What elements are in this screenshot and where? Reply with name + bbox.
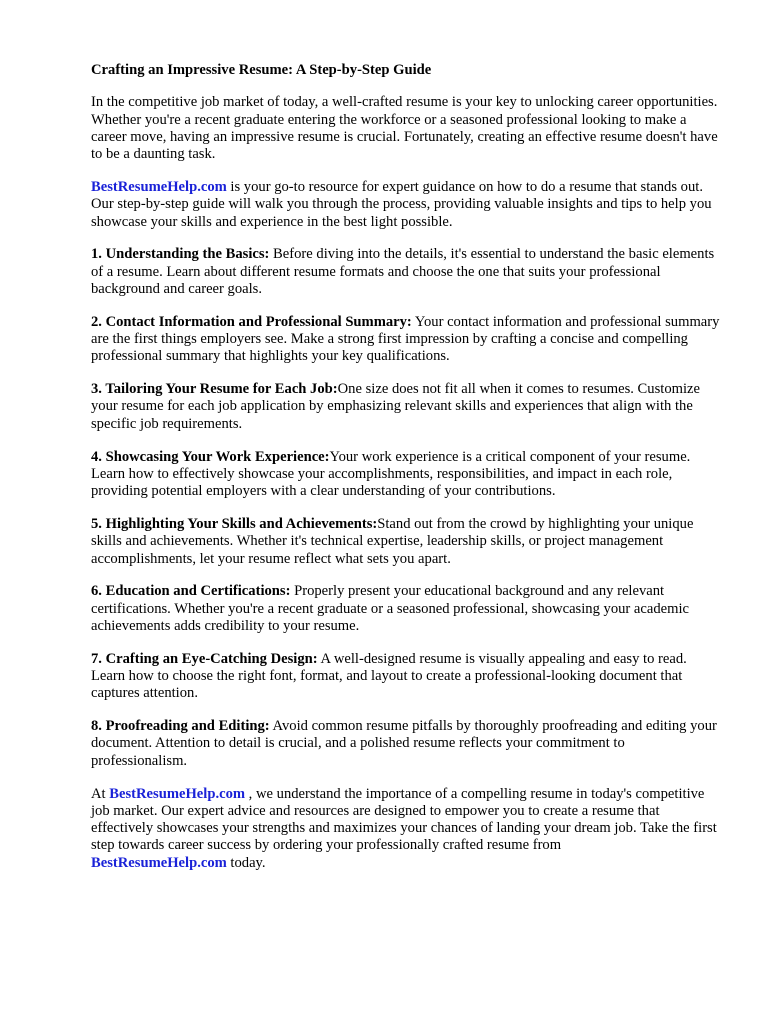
closing-suffix: today. <box>226 854 266 871</box>
bestresumehelp-link[interactable]: BestResumeHelp.com <box>91 854 227 871</box>
section-8 <box>91 718 724 770</box>
intro-paragraph: In the competitive job market of today, a well-crafted resume is your key to unlocking career opportunities. Whether you're a recent graduate entering the workforce or a seasoned professional looking to make a career move, having an impressive resume is crucial. Fortunately, creating an effective resume doesn't have to be a daunting task. <box>91 94 718 163</box>
section-4 <box>91 449 724 501</box>
section-heading: 2. Contact Information and Professional Summary: <box>91 313 412 330</box>
section-7 <box>91 651 724 703</box>
section-body: Your work experience is a critical component of your resume. Learn how to effectively showcase your accomplishments, responsibilities, and impact in each role, providing potential employers with a clear understanding of your contributions. <box>91 448 691 500</box>
section-heading: 3. Tailoring Your Resume for Each Job: <box>91 381 338 398</box>
section-3 <box>91 381 724 433</box>
section-heading: 6. Education and Certifications: <box>91 583 291 600</box>
section-body: A well-designed resume is visually appealing and easy to read. Learn how to choose the right font, format, and layout to create a professional-looking document that captures attention. <box>91 650 687 702</box>
bestresumehelp-link[interactable]: BestResumeHelp.com <box>109 785 246 802</box>
closing-middle: , we understand the importance of a compelling resume in today's competitive job market. Our expert advice and resources are designed to empower you to create a resume that effectively showcases your strengths and maximizes your chances of landing your dream job. Take the first step towards career success by ordering your professionally crafted resume from <box>91 785 717 854</box>
section-heading: 1. Understanding the Basics: <box>91 246 270 263</box>
section-body: Your contact information and professional summary are the first things employers see. Make a strong first impression by crafting a concise and compelling professional summary that highlights your key qualifications. <box>91 313 720 365</box>
section-body: Stand out from the crowd by highlighting your unique skills and achievements. Whether it's technical expertise, leadership skills, or project management accomplishments, let your resume reflect what sets you apart. <box>91 515 694 567</box>
section-heading: 5. Highlighting Your Skills and Achievements: <box>91 515 378 532</box>
section-body: One size does not fit all when it comes to resumes. Customize your resume for each job application by emphasizing relevant skills and experiences that align with the specific job requirements. <box>91 381 700 432</box>
section-body: Before diving into the details, it's essential to understand the basic elements of a resume. Learn about different resume formats and choose the one that suits your professional background and career goals. <box>91 246 715 297</box>
section-1 <box>91 246 724 298</box>
section-5 <box>91 516 724 568</box>
section-heading: 8. Proofreading and Editing: <box>91 718 270 735</box>
section-2 <box>91 314 724 366</box>
bestresumehelp-link[interactable]: BestResumeHelp.com <box>91 178 227 195</box>
closing-prefix: At <box>91 785 110 802</box>
section-heading: 4. Showcasing Your Work Experience: <box>91 448 330 465</box>
section-body: Avoid common resume pitfalls by thoroughly proofreading and editing your document. Attention to detail is crucial, and a polished resume reflects your commitment to professionalism. <box>91 718 717 769</box>
section-heading: 7. Crafting an Eye-Catching Design: <box>91 650 318 667</box>
resource-paragraph-text: is your go-to resource for expert guidance on how to do a resume that stands out. Our step-by-step guide will walk you through the process, providing valuable insights and tips to help you showcase your skills and experience in the best light possible. <box>91 178 712 230</box>
resource-paragraph <box>91 179 724 231</box>
section-body: Properly present your educational background and any relevant certifications. Whether you're a recent graduate or a seasoned professional, showcasing your academic achievements adds credibility to your resume. <box>91 583 690 634</box>
closing-paragraph <box>91 786 724 872</box>
document-title: Crafting an Impressive Resume: A Step-by-Step Guide <box>91 62 432 78</box>
section-6 <box>91 583 724 635</box>
